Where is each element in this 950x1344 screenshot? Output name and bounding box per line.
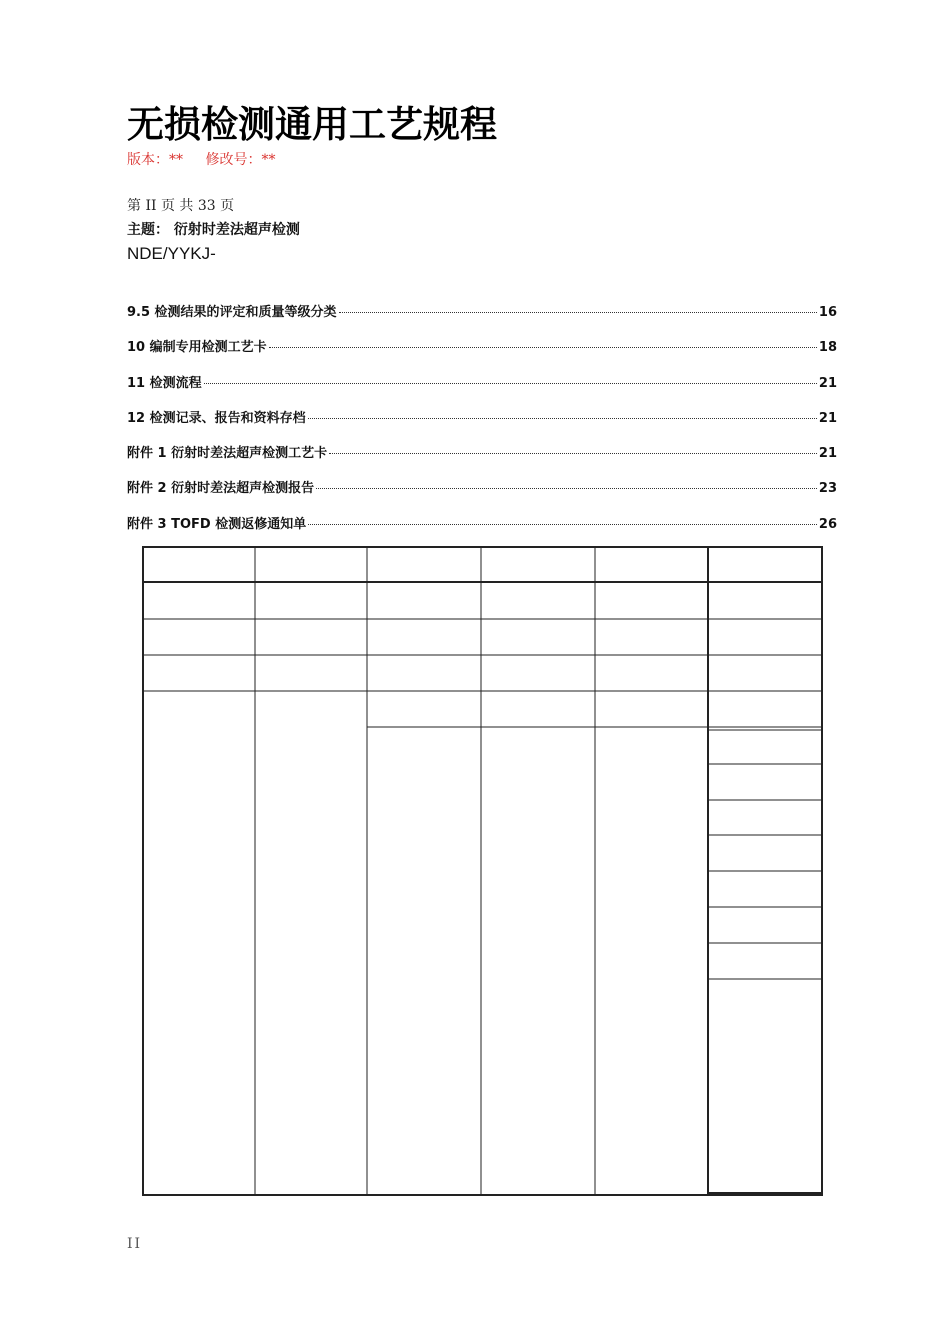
toc-entry-label: 10 编制专用检测工艺卡 bbox=[127, 340, 267, 356]
toc-entry-page: 21 bbox=[818, 375, 837, 391]
toc-entry-page: 26 bbox=[818, 516, 837, 532]
page-info: 第 II 页 共 33 页 bbox=[127, 198, 235, 214]
toc-entry-label: 12 检测记录、报告和资料存档 bbox=[127, 410, 306, 426]
toc-entry[interactable] bbox=[127, 407, 837, 442]
toc-entry-page: 23 bbox=[818, 481, 837, 497]
toc-entry-label: 9.5 检测结果的评定和质量等级分类 bbox=[127, 305, 337, 320]
empty-form-table bbox=[142, 546, 823, 1196]
toc-entry-page: 16 bbox=[818, 305, 837, 320]
toc-entry-label: 附件 1 衍射时差法超声检测工艺卡 bbox=[127, 446, 328, 462]
document-title: 无损检测通用工艺规程 bbox=[127, 102, 497, 146]
subject-line: 主题： 衍射时差法超声检测 bbox=[127, 222, 300, 238]
toc-leader bbox=[308, 524, 817, 525]
toc-leader bbox=[339, 312, 817, 313]
toc-leader bbox=[329, 453, 817, 454]
footer-page-number: II bbox=[127, 1236, 143, 1252]
toc-leader bbox=[316, 488, 817, 489]
toc-leader bbox=[269, 347, 817, 348]
version-label: 版本：** bbox=[127, 152, 183, 168]
toc-entry-label: 附件 3 TOFD 检测返修通知单 bbox=[127, 516, 307, 532]
toc-entry-page: 18 bbox=[818, 340, 837, 356]
toc-entry[interactable] bbox=[127, 372, 837, 407]
toc-entry[interactable] bbox=[127, 442, 837, 477]
toc-entry[interactable] bbox=[127, 301, 837, 336]
document-code: NDE/YYKJ- bbox=[127, 244, 216, 263]
revision-label: 修改号：** bbox=[205, 152, 276, 168]
toc-entry-page: 21 bbox=[818, 410, 837, 426]
table-of-contents bbox=[127, 301, 837, 548]
toc-entry[interactable] bbox=[127, 513, 837, 548]
version-line bbox=[127, 149, 279, 169]
toc-entry-page: 21 bbox=[818, 446, 837, 462]
toc-entry-label: 11 检测流程 bbox=[127, 375, 202, 391]
toc-entry[interactable] bbox=[127, 477, 837, 512]
toc-leader bbox=[308, 418, 817, 419]
toc-leader bbox=[204, 383, 817, 384]
form-table-lines bbox=[142, 546, 823, 1196]
toc-entry-label: 附件 2 衍射时差法超声检测报告 bbox=[127, 481, 315, 497]
toc-entry[interactable] bbox=[127, 336, 837, 371]
